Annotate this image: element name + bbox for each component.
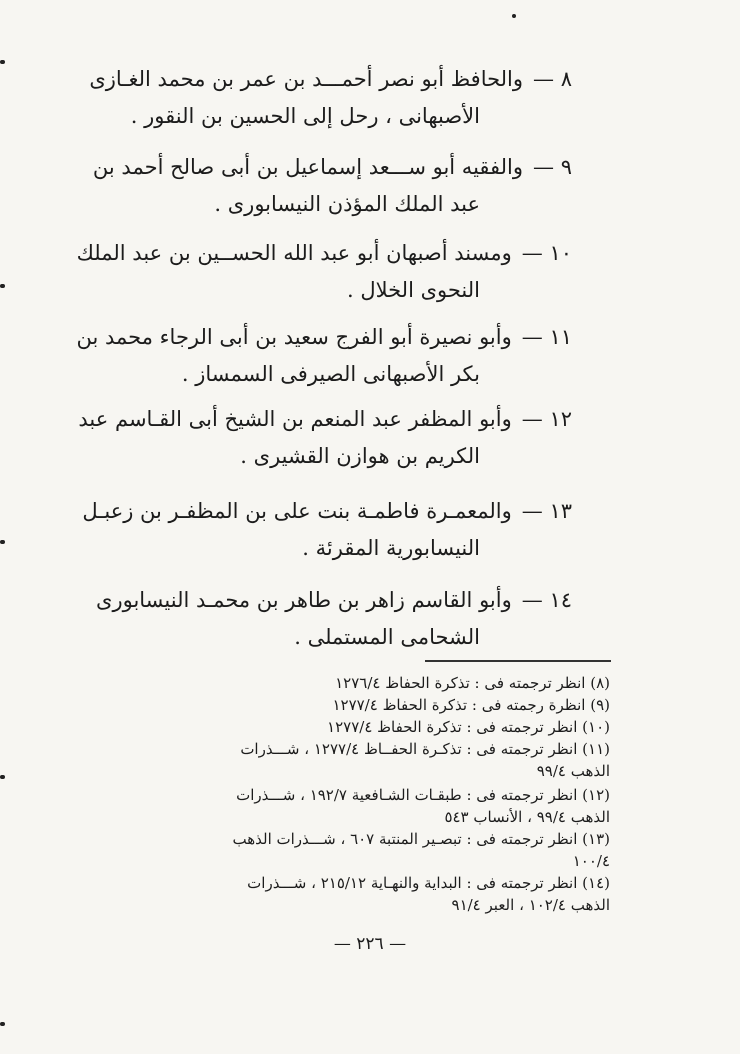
footnote-continuation: الذهب ١٠٢/٤ ، العبر ٩١/٤ bbox=[451, 896, 610, 914]
footnote-12: (١٢) انظر ترجمته فى : طبقـات الشـافعية ١٩٢/٧ ، شـــذرات الذهب ٩٩/٤ ، الأنساب ٥٤٣ bbox=[90, 784, 610, 828]
footnote-11: (١١) انظر ترجمته فى : تذكـرة الحفــاظ ١٢٧٧/٤ ، شـــذرات الذهب ٩٩/٤ bbox=[90, 738, 610, 782]
entry-text: والفقيه أبو ســـعد إسماعيل بن أبى صالح أحمد بن bbox=[92, 155, 524, 179]
entry-number: ٨ — bbox=[533, 67, 572, 91]
entry-8 bbox=[89, 64, 572, 131]
entry-text: ومسند أصبهان أبو عبد الله الحســين بن عبد الملك bbox=[76, 241, 512, 265]
entry-number: ١٠ — bbox=[521, 241, 572, 265]
scan-speck bbox=[0, 60, 5, 64]
entry-12 bbox=[78, 404, 572, 471]
page-number: — ٢٢٦ — bbox=[333, 934, 407, 954]
scan-speck bbox=[512, 14, 516, 18]
entry-number: ١١ — bbox=[521, 325, 572, 349]
entry-continuation: الكريم بن هوازن القشيرى . bbox=[240, 444, 480, 468]
footnote-13: (١٣) انظر ترجمته فى : تبصـير المنتبة ٦٠٧ ، شـــذرات الذهب ١٠٠/٤ bbox=[90, 828, 610, 872]
entry-continuation: الشحامى المستملى . bbox=[294, 625, 480, 649]
entry-continuation: النيسابورية المقرئة . bbox=[302, 536, 480, 560]
entry-number: ١٢ — bbox=[521, 407, 572, 431]
entry-continuation: النحوى الخلال . bbox=[346, 278, 480, 302]
footnote-9: (٩) انظرة رجمته فى : تذكرة الحفاظ ١٢٧٧/٤ bbox=[332, 696, 610, 714]
entry-text: والمعمـرة فاطمـة بنت على بن المظفـر بن زعبـل bbox=[82, 499, 512, 523]
entry-continuation: الأصبهانى ، رحل إلى الحسين بن النقور . bbox=[130, 104, 480, 128]
scan-speck bbox=[0, 540, 5, 544]
scan-speck bbox=[0, 284, 5, 288]
entry-11 bbox=[76, 322, 572, 389]
footnote-8: (٨) انظر ترجمته فى : تذكرة الحفاظ ١٢٧٦/٤ bbox=[335, 674, 610, 692]
footnote-continuation: الذهب ٩٩/٤ bbox=[536, 762, 610, 780]
entry-text: وأبو المظفر عبد المنعم بن الشيخ أبى القـاسم عبد bbox=[78, 407, 512, 431]
footnote-10: (١٠) انظر ترجمته فى : تذكرة الحفاظ ١٢٧٧/٤ bbox=[327, 718, 610, 736]
footnote-continuation: ١٠٠/٤ bbox=[572, 852, 610, 870]
footnote-continuation: الذهب ٩٩/٤ ، الأنساب ٥٤٣ bbox=[444, 808, 610, 826]
entry-number: ٩ — bbox=[533, 155, 572, 179]
entry-14 bbox=[92, 585, 572, 652]
entry-text: وأبو القاسم زاهر بن طاهر بن محمـد النيسابورى bbox=[96, 588, 512, 612]
scan-speck bbox=[0, 1022, 5, 1026]
scan-speck bbox=[0, 775, 5, 779]
entry-continuation: بكر الأصبهانى الصيرفى السمساز . bbox=[181, 362, 480, 386]
entry-text: والحافظ أبو نصر أحمـــد بن عمر بن محمد الغـازى bbox=[89, 67, 524, 91]
entry-number: ١٣ — bbox=[521, 499, 572, 523]
entry-10 bbox=[76, 238, 572, 305]
footnote-14: (١٤) انظر ترجمته فى : البداية والنهـاية ٢١٥/١٢ ، شـــذرات الذهب ١٠٢/٤ ، العبر ٩١/٤ bbox=[90, 872, 610, 916]
entry-13 bbox=[82, 496, 572, 563]
footnote-separator bbox=[425, 660, 611, 662]
entry-text: وأبو نصيرة أبو الفرج سعيد بن أبى الرجاء محمد بن bbox=[76, 325, 512, 349]
entry-continuation: عبد الملك المؤذن النيسابورى . bbox=[214, 192, 480, 216]
entry-number: ١٤ — bbox=[521, 588, 572, 612]
entry-9 bbox=[92, 152, 572, 219]
